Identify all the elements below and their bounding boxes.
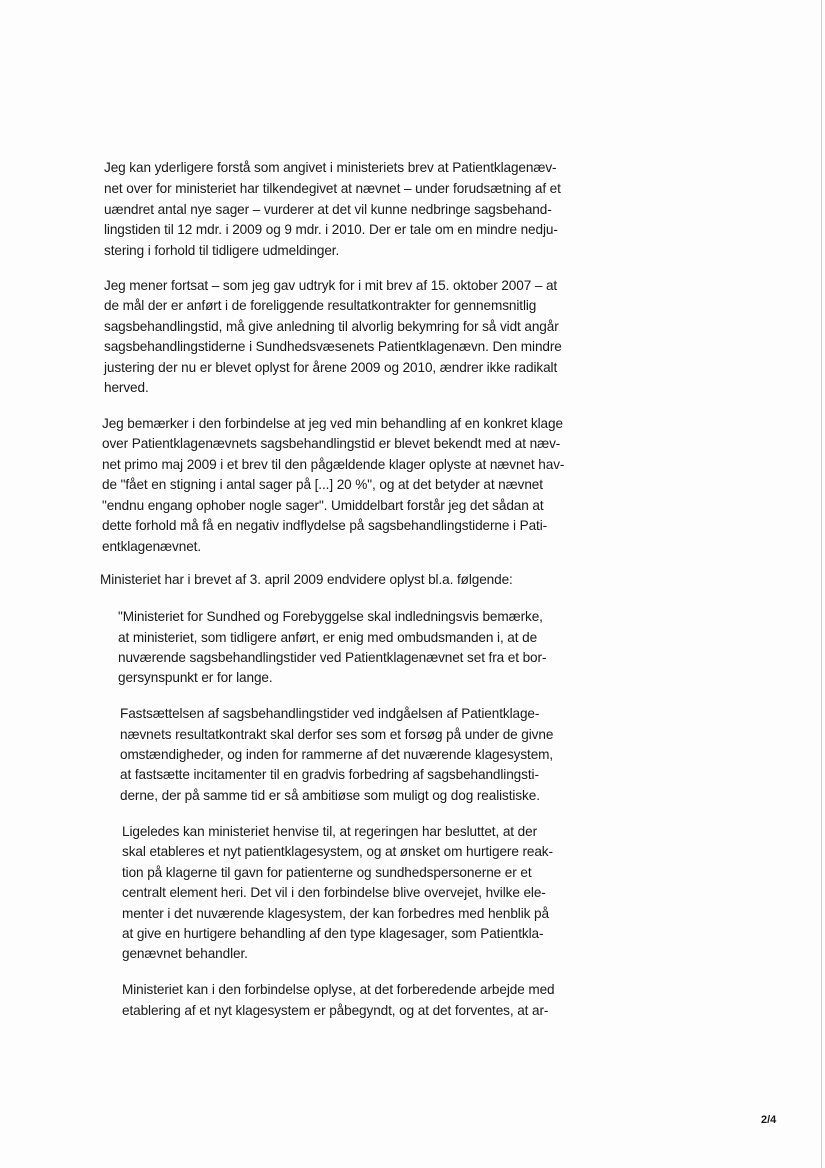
page-edge (821, 0, 822, 1168)
text-line: centralt element heri. Det vil i den forbindelse blive overvejet, hvilke ele- (122, 885, 546, 900)
text-line: at give en hurtigere behandling af den type klagesager, som Patientkla- (122, 926, 544, 941)
text-line: de mål der er anført i de foreliggende resultatkontrakter for gennemsnitlig (104, 298, 537, 313)
text-line: genævnet behandler. (122, 946, 248, 961)
text-line: uændret antal nye sager – vurderer at det vil kunne nedbringe sagsbehand- (104, 202, 552, 217)
text-line: net over for ministeriet har tilkendegivet at nævnet – under forudsætning af et (104, 181, 561, 196)
text-line: Ministeriet har i brevet af 3. april 2009 endvidere oplyst bl.a. følgende: (100, 572, 513, 587)
text-line: sagsbehandlingstid, må give anledning til alvorlig bekymring for så vidt angår (104, 319, 559, 334)
text-line: Jeg mener fortsat – som jeg gav udtryk for i mit brev af 15. oktober 2007 – at (104, 278, 558, 293)
text-line: nuværende sagsbehandlingstider ved Patientklagenævnet set fra et bor- (118, 650, 547, 665)
text-line: Ligeledes kan ministeriet henvise til, at regeringen har besluttet, at der (122, 824, 538, 839)
text-line: herved. (104, 380, 149, 395)
text-line: entklagenævnet. (102, 539, 202, 554)
text-line: Jeg kan yderligere forstå som angivet i ministeriets brev at Patientklagenæv- (104, 160, 557, 175)
text-line: at ministeriet, som tidligere anført, er enig med ombudsmanden i, at de (118, 630, 538, 645)
text-line: skal etableres et nyt patientklagesystem, og at ønsket om hurtigere reak- (122, 844, 553, 859)
text-line: stering i forhold til tidligere udmeldinger. (104, 243, 340, 258)
text-line: nævnets resultatkontrakt skal derfor ses som et forsøg på under de givne (120, 727, 554, 742)
text-line: tion på klagerne til gavn for patienterne og sundhedspersonerne er et (122, 865, 532, 880)
text-line: derne, der på samme tid er så ambitiøse som muligt og dog realistiske. (120, 788, 540, 803)
text-line: sagsbehandlingstiderne i Sundhedsvæsenets Patientklagenævn. Den mindre (104, 339, 562, 354)
text-line: net primo maj 2009 i et brev til den pågældende klager oplyste at nævnet hav- (102, 457, 565, 472)
text-line: omstændigheder, og inden for rammerne af det nuværende klagesystem, (120, 747, 554, 762)
text-line: "Ministeriet for Sundhed og Forebyggelse skal indledningsvis bemærke, (118, 609, 543, 624)
text-line: justering der nu er blevet oplyst for årene 2009 og 2010, ændrer ikke radikalt (104, 360, 558, 375)
text-line: dette forhold må få en negativ indflydelse på sagsbehandlingstiderne i Pati- (102, 518, 548, 533)
text-line: Fastsættelsen af sagsbehandlingstider ved indgåelsen af Patientklage- (120, 706, 540, 721)
text-line: menter i det nuværende klagesystem, der kan forbedres med henblik på (122, 906, 549, 921)
text-line: "endnu engang ophober nogle sager". Umiddelbart forstår jeg det sådan at (102, 498, 544, 513)
text-line: etablering af et nyt klagesystem er påbegyndt, og at det forventes, at ar- (122, 1003, 549, 1018)
text-line: lingstiden til 12 mdr. i 2009 og 9 mdr. i 2010. Der er tale om en mindre nedju- (104, 222, 558, 237)
text-line: de "fået en stigning i antal sager på [...] 20 %", og at det betyder at nævnet (102, 477, 543, 492)
text-line: Jeg bemærker i den forbindelse at jeg ved min behandling af en konkret klage (102, 416, 563, 431)
text-line: over Patientklagenævnets sagsbehandlingstid er blevet bekendt med at næv- (102, 436, 561, 451)
text-line: gersynspunkt er for lange. (118, 670, 273, 685)
text-line: at fastsætte incitamenter til en gradvis forbedring af sagsbehandlingsti- (120, 767, 539, 782)
text-line: Ministeriet kan i den forbindelse oplyse, at det forberedende arbejde med (122, 982, 555, 997)
page-number: 2/4 (761, 1114, 777, 1126)
